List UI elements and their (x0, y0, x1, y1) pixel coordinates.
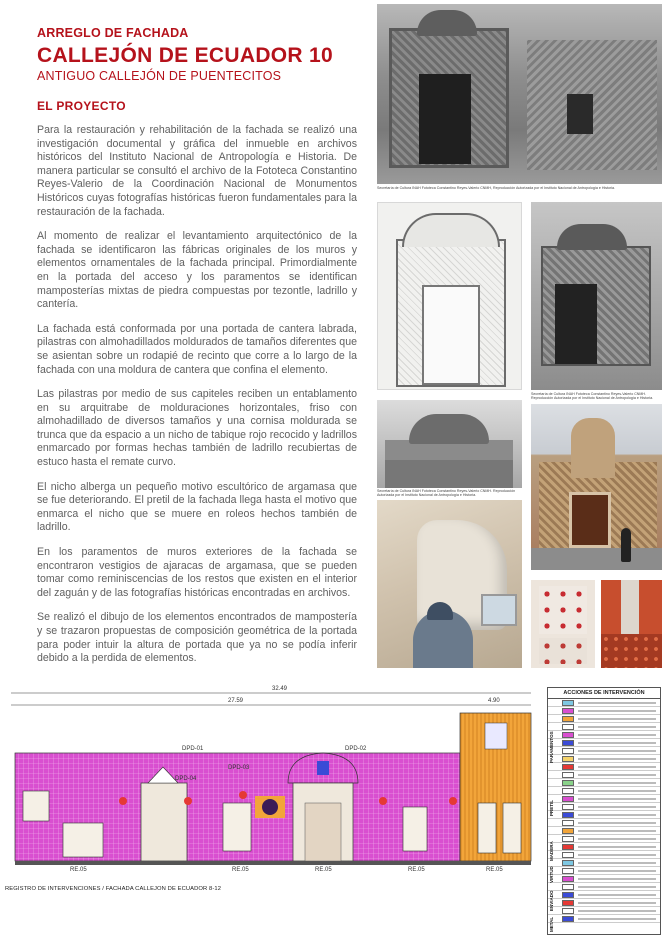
tag-re-05: RE.05 (486, 867, 503, 873)
legend-group-paramentos: PARAMENTOS (549, 731, 554, 763)
tag-dpd-03: DPD-03 (228, 765, 250, 771)
ajaraca-tile-photo (531, 580, 595, 668)
tag-dpd-01: DPD-01 (182, 746, 204, 752)
page-subtitle: ANTIGUO CALLEJÓN DE PUENTECITOS (37, 69, 282, 83)
dim-total: 32.49 (272, 686, 288, 692)
tag-re-05: RE.05 (408, 867, 425, 873)
page-title: CALLEJÓN DE ECUADOR 10 (37, 44, 333, 67)
photo-caption: Secretaría de Cultura INAH Fototeca Constantino Reyes-Valerio CNMH. Reproducción Autorizada por el Instituto Nacional de Antropología e Historia. (377, 489, 516, 498)
legend-title: ACCIONES DE INTERVENCIÓN (548, 688, 660, 699)
paragraph-3: La fachada está conformada por una portada de cantera labrada, pilastras con almohadillados moldurados de tamaños diferentes que se asientan sobre un rodapié de recinto que corre a lo largo de la fachada con una moldura de cantera que confina el elemento. (37, 322, 357, 376)
crest-detail-photo (377, 400, 522, 488)
drawing-caption: REGISTRO DE INTERVENCIONES / FACHADA CALLEJON DE ECUADOR 8-12 (5, 886, 222, 892)
paragraph-5: El nicho alberga un pequeño motivo escultórico de argamasa que se fue deteriorando. El pretil de la fachada llega hasta el motivo que enmarca el nicho que se muere en roleos hechos también de ladrillo. (37, 480, 357, 534)
legend-group-virtud: VIRTUD (549, 866, 554, 884)
paragraph-7: Se realizó el dibujo de los elementos encontrados de mampostería y se trazaron propuestas de composición geométrica de la portada para poder intuir la altura de portada que ya no se podía inferir debido a la perdida de elementos. (37, 611, 357, 665)
tag-re-05: RE.05 (232, 867, 249, 873)
restored-facade-photo (531, 404, 662, 570)
legend-group-enviado: ENVIADO (549, 890, 554, 912)
photo-caption: Secretaría de Cultura INAH Fototeca Constantino Reyes-Valerio CNMH, Reproducción Autorizada por el Instituto Nacional de Antropología e Historia. (377, 186, 616, 190)
tag-re-05: RE.05 (70, 867, 87, 873)
intervention-legend (547, 687, 661, 935)
tag-re-05: RE.05 (315, 867, 332, 873)
dim-left: 27.59 (228, 698, 244, 704)
body-text (37, 124, 357, 677)
section-title: EL PROYECTO (37, 99, 126, 113)
tag-dpd-04: DPD-04 (175, 776, 197, 782)
tag-dpd-02: DPD-02 (345, 746, 367, 752)
paragraph-1: Para la restauración y rehabilitación de la fachada se realizó una investigación documental y gráfica del inmueble en archivos históricos del Instituto Nacional de Antropología e Historia. De manera particular se consultó el archivo de la Fototeca Constantino Reyes-Valerio de la Coordinación Nacional de Monumentos Históricos cuyas fotografías históricas fueron fundamentales para la restauración de la fachada. (37, 124, 357, 218)
paragraph-2: Al momento de realizar el levantamiento arquitectónico de la fachada se identificaron las fábricas originales de los muros y elementos ornamentales de la fachada principal. Primordialmente en la portada del acceso y los paramentos se identifican mamposterías mixtas de piedra compuestas por tezontle, ladrillo y cantería. (37, 230, 357, 311)
historic-portal-photo (531, 202, 662, 390)
wall-pattern-photo (601, 580, 662, 668)
kicker: ARREGLO DE FACHADA (37, 26, 189, 40)
historic-facade-photo (377, 4, 662, 184)
paragraph-6: En los paramentos de muros exteriores de la fachada se encontraron vestigios de ajaracas de argamasa, que se pueden tomar como reminiscencias de los restos que existen en el interior del zaguán y de las fotografías históricas encontradas en archivos. (37, 546, 357, 599)
dim-right: 4.90 (488, 698, 500, 704)
legend-group-madera: MADERA (549, 841, 554, 861)
paragraph-4: Las pilastras por medio de sus capiteles reciben un entablamento en su arquitrabe de molduraciones horizontales, friso con almohadillado de diversos tamaños y una cornisa moldurada se trunca que da espacio a un nicho de tabique rojo recocido y ladrillos enmarcado por formas hechas también de ladrillo recubiertas de estuco hasta el remate curvo. (37, 388, 357, 469)
photo-caption: Secretaría de Cultura INAH Fototeca Constantino Reyes-Valerio CNMH. Reproducción Autorizada por el Instituto Nacional de Antropología e Historia. (531, 392, 654, 401)
legend-group-pretil: PRETIL (549, 800, 554, 817)
restoration-work-photo (377, 500, 522, 668)
facade-elevation-drawing (3, 683, 538, 883)
legend-group-metal: METAL (549, 916, 554, 932)
portal-drawing (377, 202, 522, 390)
